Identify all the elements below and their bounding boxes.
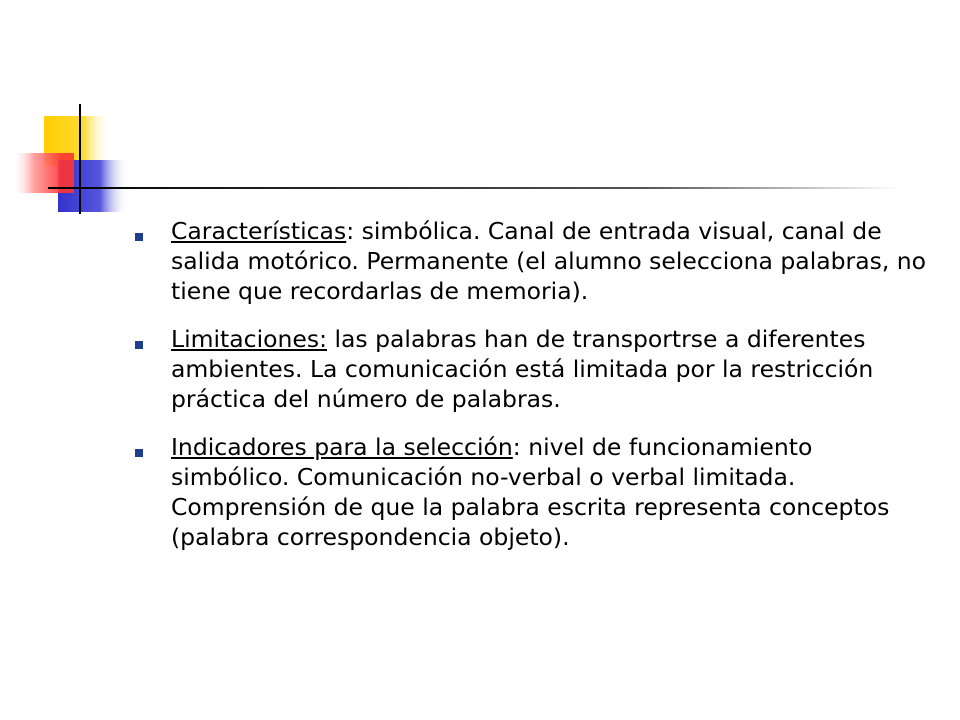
bullet-term: Características — [171, 217, 347, 245]
bullet-text — [171, 324, 931, 414]
list-item — [135, 216, 935, 306]
bullet-text — [171, 432, 931, 552]
list-item — [135, 324, 935, 414]
bullet-term: Indicadores para la selección — [171, 433, 513, 461]
bullet-separator: : — [512, 433, 521, 461]
list-item — [135, 432, 935, 552]
bullet-square-icon — [135, 449, 143, 457]
bullet-separator: : — [346, 217, 355, 245]
bullet-body: nivel de funcionamiento simbólico. Comunicación no-verbal o verbal limitada. Comprensión de que la palabra escrita representa conceptos (palabra correspondencia objeto). — [171, 433, 890, 551]
bullet-body: simbólica. Canal de entrada visual, canal de salida motórico. Permanente (el alumno selecciona palabras, no tiene que recordarlas de memoria). — [171, 217, 927, 305]
bullet-body: las palabras han de transportrse a diferentes ambientes. La comunicación está limitada por la restricción práctica del número de palabras. — [171, 325, 874, 413]
bullet-term: Limitaciones: — [171, 325, 327, 353]
bullet-list — [135, 216, 935, 570]
horizontal-rule — [48, 187, 900, 189]
bullet-square-icon — [135, 341, 143, 349]
bullet-square-icon — [135, 233, 143, 241]
bullet-text — [171, 216, 931, 306]
title-decoration — [0, 0, 960, 230]
